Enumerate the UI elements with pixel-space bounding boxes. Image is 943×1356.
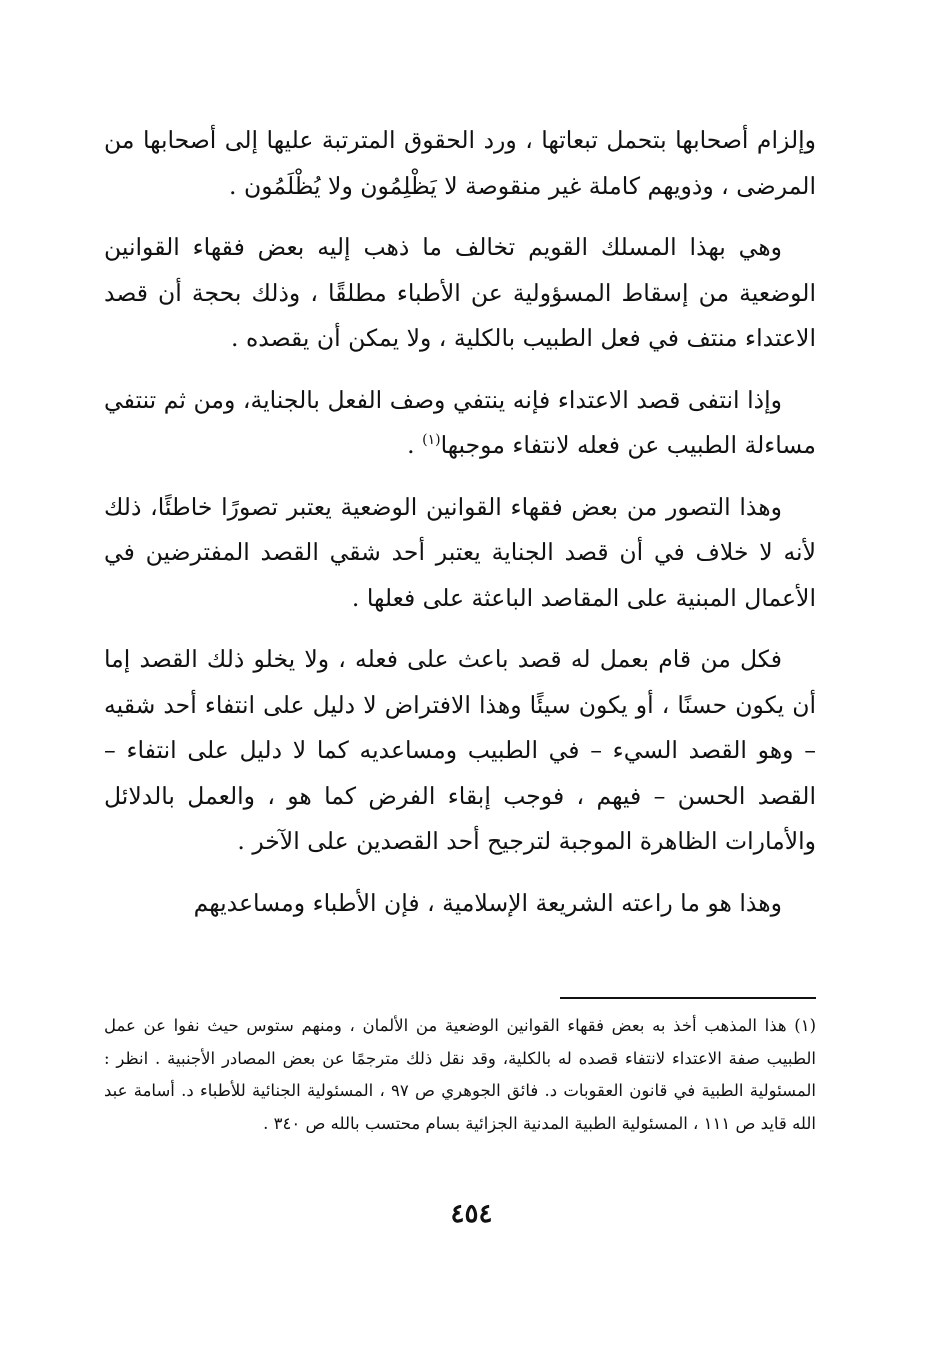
paragraph-3 [104, 378, 816, 469]
page-number: ٤٥٤ [450, 1199, 493, 1229]
footnote-reference[interactable]: (١) [422, 432, 441, 449]
paragraph-5: فكل من قام بعمل له قصد باعث على فعله ، ولا يخلو ذلك القصد إما أن يكون حسنًا ، أو يكون سيئًا وهذا الافتراض لا دليل على انتفاء أحد شقيه – وهو القصد السيء – في الطبيب ومساعديه كما لا دليل على انتفاء – القصد الحسن – فيهم ، فوجب إبقاء الفرض كما هو ، والعمل بالدلائل والأمارات الظاهرة الموجبة لترجيح أحد القصدين على الآخر . [104, 645, 816, 855]
paragraph-4: وهذا التصور من بعض فقهاء القوانين الوضعية يعتبر تصورًا خاطئًا، ذلك لأنه لا خلاف في أن قصد الجناية يعتبر أحد شقي القصد المفترضين في الأعمال المبنية على المقاصد الباعثة على فعلها . [104, 492, 816, 612]
paragraph-6: وهذا هو ما راعته الشريعة الإسلامية ، فإن الأطباء ومساعديهم [193, 888, 782, 917]
footnote: (١) هذا المذهب أخذ به بعض فقهاء القوانين الوضعية من الألمان ، ومنهم ستوس حيث نفوا عن عمل الطبيب صفة الاعتداء لانتفاء قصده له بالكلية، وقد نقل ذلك مترجمًا عن بعض المصادر الأجنبية . انظر : المسئولية الطبية في قانون العقوبات د. فائق الجوهري ص ٩٧ ، المسئولية الجنائية للأطباء د. أسامة عبد الله قايد ص ١١١ ، المسئولية الطبية المدنية الجزائية بسام محتسب بالله ص ٣٤٠ . [104, 1016, 816, 1133]
footnote-divider [560, 997, 816, 999]
paragraph-3-tail: . [407, 431, 423, 459]
paragraph-1: وإلزام أصحابها بتحمل تبعاتها ، ورد الحقوق المترتبة عليها إلى أصحابها من المرضى ، وذويهم كاملة غير منقوصة لا يَظْلِمُون ولا يُظْلَمُون . [104, 126, 816, 200]
main-text [104, 118, 816, 942]
paragraph-3-text: وإذا انتفى قصد الاعتداء فإنه ينتفي وصف الفعل بالجناية، ومن ثم تنتفي مساءلة الطبيب عن فعله لانتفاء موجبها [104, 385, 816, 459]
paragraph-2: وهي بهذا المسلك القويم تخالف ما ذهب إليه بعض فقهاء القوانين الوضعية من إسقاط المسؤولية عن الأطباء مطلقًا ، وذلك بحجة أن قصد الاعتداء منتف في فعل الطبيب بالكلية ، ولا يمكن أن يقصده . [104, 233, 816, 352]
